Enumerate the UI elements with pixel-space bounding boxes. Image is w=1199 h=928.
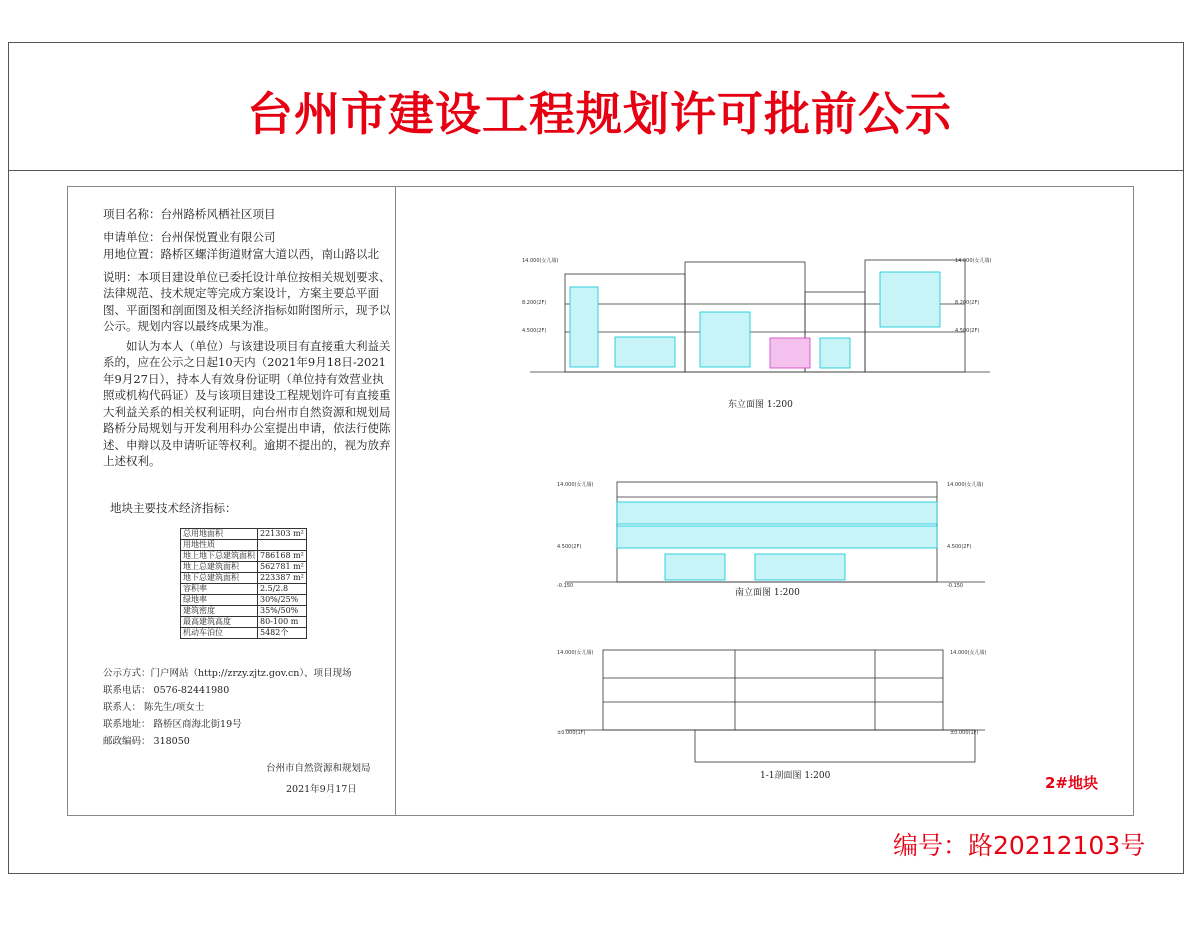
panel-divider [395, 186, 396, 816]
east-level-2f-left: 8.200(2F) [522, 300, 547, 306]
indicator-value: 35%/50% [258, 606, 307, 617]
east-elevation-caption: 东立面图 1:200 [728, 400, 793, 410]
indicator-value: 562781 m² [258, 562, 307, 573]
project-name: 项目名称：台州路桥风栖社区项目 [103, 207, 276, 221]
indicator-value: 223387 m² [258, 573, 307, 584]
indicators-table [180, 528, 307, 639]
south-level-1f-left: 4.500(2F) [557, 544, 582, 550]
indicator-value: 80-100 m [258, 617, 307, 628]
south-level-1f-right: 4.500(2F) [947, 544, 972, 550]
indicator-label: 最高建筑高度 [181, 617, 258, 628]
section-caption: 1-1剖面图 1:200 [760, 771, 831, 781]
section-level-grade-right: ±0.000(1F) [950, 730, 979, 736]
project-note: 说明：本项目建设单位已委托设计单位按相关规划要求、法律规范、技术规定等完成方案设计，方案主要总平面图、平面图和剖面图及相关经济指标如附图所示，现予以公示。规划内容以最终成果为准。 [103, 269, 391, 333]
indicator-label: 地下总建筑面积 [181, 573, 258, 584]
indicator-label: 建筑密度 [181, 606, 258, 617]
document-number: 编号：路20212103号 [893, 831, 1146, 860]
contact-method: 公示方式：门户网站（http://zrzy.zjtz.gov.cn）、项目现场 [103, 668, 352, 679]
indicator-label: 容积率 [181, 584, 258, 595]
indicator-value: 2.5/2.8 [258, 584, 307, 595]
section-drawing [555, 630, 995, 770]
south-level-top-right: 14.000(女儿墙) [947, 482, 984, 488]
south-elevation-drawing [555, 452, 995, 592]
indicator-label: 地上总建筑面积 [181, 562, 258, 573]
contact-person: 联系人： 陈先生/项女士 [103, 702, 205, 713]
indicator-value: 5482个 [258, 628, 307, 639]
title-divider [8, 170, 1184, 171]
east-elevation-drawing [520, 232, 1000, 392]
contact-postcode: 邮政编码： 318050 [103, 736, 190, 747]
section-level-grade-left: ±0.000(1F) [557, 730, 586, 736]
contact-address: 联系地址： 路桥区商海北街19号 [103, 719, 242, 730]
east-level-1f-left: 4.500(2F) [522, 328, 547, 334]
section-level-top-left: 14.000(女儿墙) [557, 650, 594, 656]
indicator-row [181, 529, 307, 540]
plot-label: 2#地块 [1045, 774, 1099, 792]
indicator-value [258, 540, 307, 551]
indicator-row [181, 606, 307, 617]
indicator-label: 机动车泊位 [181, 628, 258, 639]
indicator-label: 绿地率 [181, 595, 258, 606]
applicant: 申请单位：台州保悦置业有限公司 [103, 229, 276, 244]
indicators-heading: 地块主要技术经济指标： [110, 501, 237, 515]
indicator-value: 30%/25% [258, 595, 307, 606]
rights-notice: 如认为本人（单位）与该建设项目有直接重大利益关系的，应在公示之日起10天内（2021年9月18日-2021年9月27日），持本人有效身份证明（单位持有效营业执照或机构代码证）及与该项目建设工程规划许可有直接重大利益关系的相关权利证明，向台州市自然资源和规划局路桥分局规划与开发利用科办公室提出申请，依法行使陈述、申辩以及申请听证等权利。逾期不提出的，视为放弃上述权利。 [103, 338, 391, 468]
indicator-row [181, 617, 307, 628]
indicator-row [181, 551, 307, 562]
indicator-row [181, 562, 307, 573]
east-level-top-right: 14.000(女儿墙) [955, 258, 992, 264]
south-level-grade-left: -0.150 [557, 583, 574, 589]
issue-date: 2021年9月17日 [286, 784, 357, 795]
issuer: 台州市自然资源和规划局 [266, 763, 371, 774]
indicator-row [181, 540, 307, 551]
indicator-value: 786168 m² [258, 551, 307, 562]
indicator-row [181, 595, 307, 606]
east-level-2f-right: 8.200(2F) [955, 300, 980, 306]
east-level-1f-right: 4.500(2F) [955, 328, 980, 334]
south-level-top-left: 14.000(女儿墙) [557, 482, 594, 488]
page-title: 台州市建设工程规划许可批前公示 [247, 87, 952, 141]
site-location: 用地位置：路桥区螺洋街道财富大道以西，南山路以北 [103, 247, 379, 261]
contact-phone: 联系电话： 0576-82441980 [103, 685, 230, 696]
indicator-value: 221303 m² [258, 529, 307, 540]
indicator-label: 总用地面积 [181, 529, 258, 540]
south-elevation-caption: 南立面图 1:200 [735, 588, 800, 598]
contact-info [103, 665, 352, 750]
section-level-top-right: 14.000(女儿墙) [950, 650, 987, 656]
east-level-top-left: 14.000(女儿墙) [522, 258, 559, 264]
indicator-label: 地上地下总建筑面积 [181, 551, 258, 562]
indicator-row [181, 628, 307, 639]
south-level-grade-right: -0.150 [947, 583, 964, 589]
indicator-row [181, 584, 307, 595]
indicator-row [181, 573, 307, 584]
indicator-label: 用地性质 [181, 540, 258, 551]
project-info [103, 206, 391, 470]
